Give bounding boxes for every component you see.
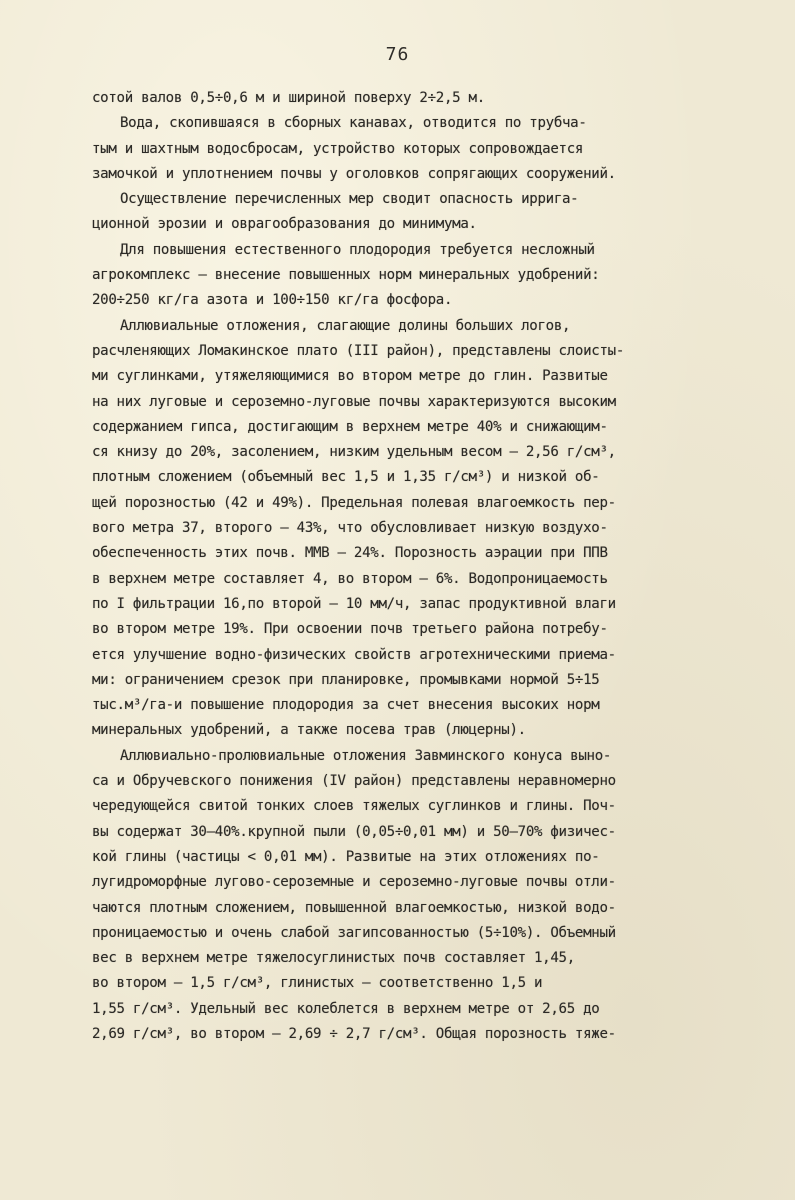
text-line: минеральных удобрений, а также посева трав (люцерны). — [92, 722, 526, 739]
text-line: во втором – 1,5 г/см³, глинистых – соответственно 1,5 и — [92, 975, 543, 992]
text-line: агрокомплекс – внесение повышенных норм минеральных удобрений: — [92, 267, 600, 284]
text-line: са и Обручевского понижения (IV район) представлены неравномерно — [92, 773, 616, 790]
text-line: ется улучшение водно-физических свойств агротехническими приема- — [92, 646, 616, 663]
text-line: вес в верхнем метре тяжелосуглинистых почв составляет 1,45, — [92, 950, 575, 967]
text-line: ся книзу до 20%, засолением, низким удельным весом – 2,56 г/см³, — [92, 444, 616, 461]
text-line: вого метра 37, второго – 43%, что обусловливает низкую воздухо- — [92, 520, 608, 537]
text-line: в верхнем метре составляет 4, во втором – 6%. Водопроницаемость — [92, 570, 608, 587]
body-text — [92, 86, 742, 1047]
text-line: 1,55 г/см³. Удельный вес колеблется в верхнем метре от 2,65 до — [92, 1000, 600, 1017]
text-line: по I фильтрации 16,по второй – 10 мм/ч, запас продуктивной влаги — [92, 595, 616, 612]
text-line: щей порозностью (42 и 49%). Предельная полевая влагоемкость пер- — [92, 494, 616, 511]
text-line: Аллювиальные отложения, слагающие долины больших логов, — [120, 317, 571, 334]
text-line: во втором метре 19%. При освоении почв третьего района потребу- — [92, 621, 608, 638]
text-line: лугидроморфные лугово-сероземные и сероземно-луговые почвы отли- — [92, 874, 616, 891]
text-line: 200÷250 кг/га азота и 100÷150 кг/га фосфора. — [92, 292, 453, 309]
text-line: плотным сложением (объемный вес 1,5 и 1,35 г/см³) и низкой об- — [92, 469, 600, 486]
text-line: вы содержат 30–40%.крупной пыли (0,05÷0,01 мм) и 50–70% физичес- — [92, 823, 616, 840]
text-line: замочкой и уплотнением почвы у оголовков сопрягающих сооружений. — [92, 165, 616, 182]
text-line: Осуществление перечисленных мер сводит опасность ирригa- — [120, 191, 579, 208]
text-line: тым и шахтным водосбросам, устройство которых сопровождается — [92, 140, 584, 157]
text-line: обеспеченность этих почв. ММВ – 24%. Порозность аэрации при ППВ — [92, 545, 608, 562]
text-line: расчленяющих Ломакинское плато (III район), представлены слоисты- — [92, 342, 625, 359]
text-line: на них луговые и сероземно-луговые почвы характеризуются высоким — [92, 393, 616, 410]
text-line: ционной эрозии и оврагообразования до минимума. — [92, 216, 477, 233]
text-line: ми суглинками, утяжеляющимися во втором метре до глин. Развитые — [92, 368, 608, 385]
text-line: чередующейся свитой тонких слоев тяжелых суглинков и глины. Поч- — [92, 798, 616, 815]
text-line: содержанием гипса, достигающим в верхнем метре 40% и снижающим- — [92, 418, 608, 435]
text-line: Для повышения естественного плодородия требуется несложный — [120, 241, 595, 258]
text-line: чаются плотным сложением, повышенной влагоемкостью, низкой водо- — [92, 899, 616, 916]
page-number: 76 — [385, 44, 410, 65]
text-line: ми: ограничением срезок при планировке, промывками нормой 5÷15 — [92, 671, 600, 688]
text-line: сотой валов 0,5÷0,6 м и шириной поверху 2÷2,5 м. — [92, 90, 485, 106]
text-line: Аллювиально-пролювиальные отложения Завминского конуса выно- — [120, 747, 612, 764]
text-line: тыс.м³/га-и повышение плодородия за счет внесения высоких норм — [92, 697, 600, 714]
text-line: проницаемостью и очень слабой загипсованностью (5÷10%). Объемный — [92, 924, 616, 941]
text-line: 2,69 г/см³, во втором – 2,69 ÷ 2,7 г/см³. Общая порозность тяже- — [92, 1025, 616, 1042]
text-line: Вода, скопившаяся в сборных канавах, отводится по трубча- — [120, 115, 587, 132]
text-line: кой глины (частицы < 0,01 мм). Развитые на этих отложениях по- — [92, 848, 600, 865]
